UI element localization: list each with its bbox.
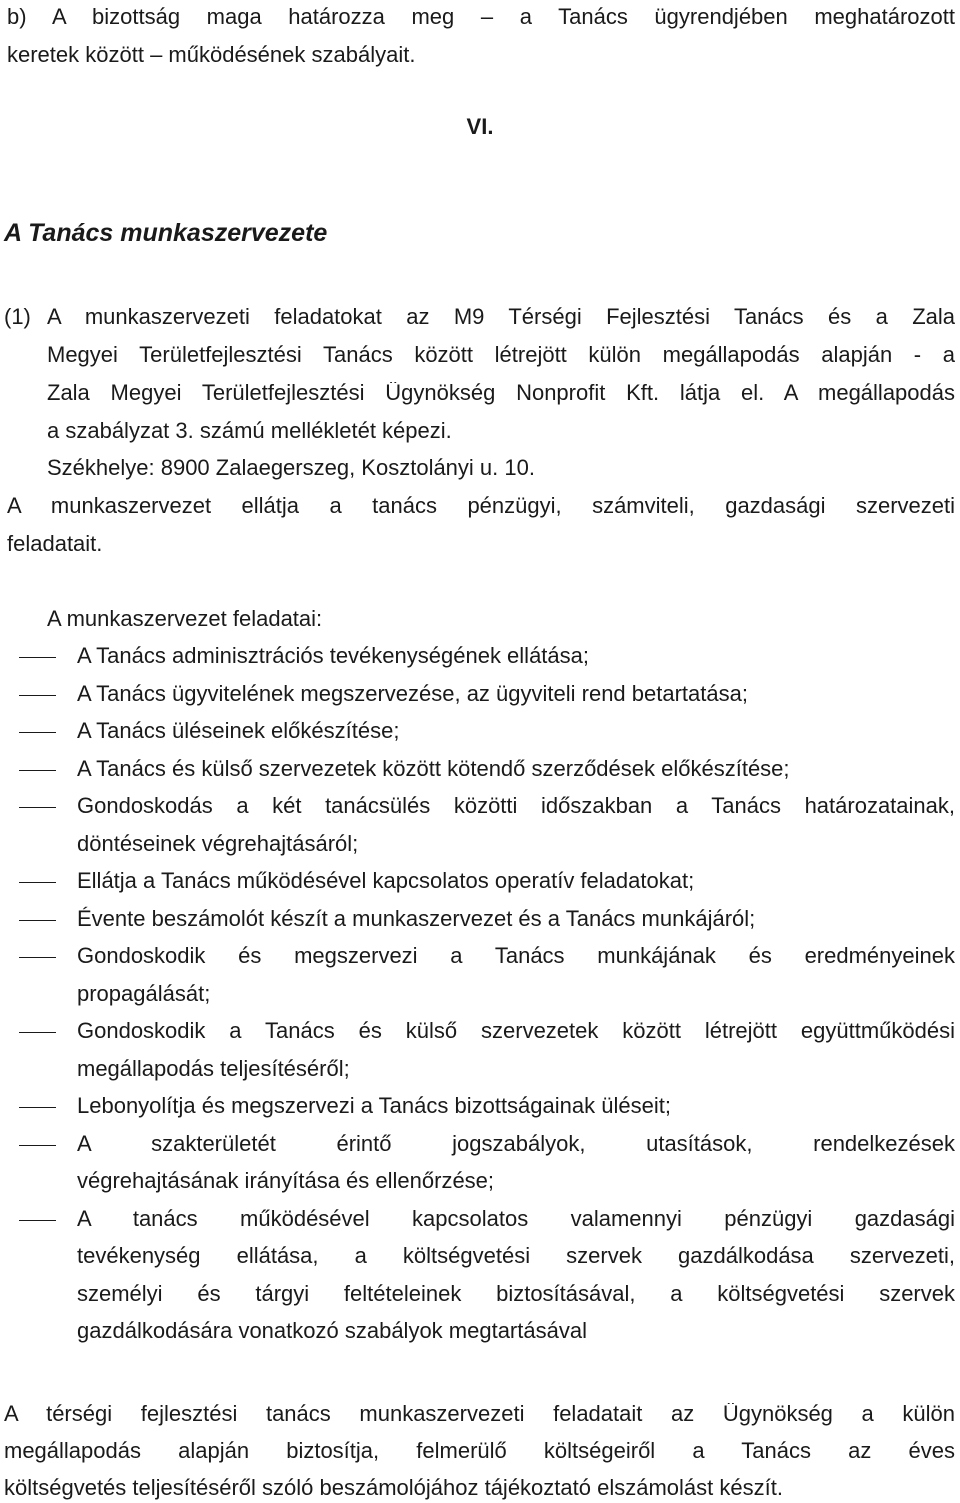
list-dash <box>19 1145 56 1146</box>
list-item: A Tanács ügyvitelének megszervezése, az ügyviteli rend betartatása; <box>77 681 748 706</box>
chapter-number: VI. <box>466 114 494 139</box>
paragraph-1-line-6: A munkaszervezet ellátja a tanács pénzügyi, számviteli, gazdasági szervezeti <box>7 495 955 518</box>
list-item: A Tanács adminisztrációs tevékenységének ellátása; <box>77 643 589 668</box>
list-dash <box>19 732 56 733</box>
chapter-title: A Tanács munkaszervezete <box>4 219 328 247</box>
list-item-continuation: propagálását; <box>77 981 211 1006</box>
list-item-continuation: tevékenység ellátása, a költségvetési szervek gazdálkodása szervezeti, <box>77 1245 955 1268</box>
paragraph-number: (1) <box>4 304 31 329</box>
list-item: A tanács működésével kapcsolatos valamennyi pénzügyi gazdasági <box>77 1208 955 1231</box>
closing-line-3: költségvetés teljesítéséről szóló beszámolójához tájékoztató elszámolást készít. <box>4 1475 783 1500</box>
list-item-continuation: döntéseinek végrehajtásáról; <box>77 831 359 856</box>
list-item-continuation: végrehajtásának irányítása és ellenőrzése; <box>77 1168 495 1193</box>
list-item: A szakterületét érintő jogszabályok, utasítások, rendelkezések <box>77 1133 955 1156</box>
paragraph-1-line-3: Zala Megyei Területfejlesztési Ügynökség Nonprofit Kft. látja el. A megállapodás <box>47 382 955 405</box>
list-dash <box>19 657 56 658</box>
list-item-continuation: gazdálkodására vonatkozó szabályok megtartásával <box>77 1318 587 1343</box>
list-dash <box>19 920 56 921</box>
list-item: Gondoskodik és megszervezi a Tanács munkájának és eredményeinek <box>77 945 955 968</box>
list-dash <box>19 1220 56 1221</box>
list-item: Gondoskodás a két tanácsülés közötti időszakban a Tanács határozatainak, <box>77 795 955 818</box>
list-dash <box>19 807 56 808</box>
list-item-continuation: megállapodás teljesítéséről; <box>77 1056 350 1081</box>
paragraph-1-line-1: A munkaszervezeti feladatokat az M9 Térségi Fejlesztési Tanács és a Zala <box>47 306 955 329</box>
paragraph-1-line-5: Székhelye: 8900 Zalaegerszeg, Kosztolányi u. 10. <box>47 455 535 480</box>
list-item: Gondoskodik a Tanács és külső szervezetek között létrejött együttműködési <box>77 1020 955 1043</box>
list-item: Lebonyolítja és megszervezi a Tanács bizottságainak üléseit; <box>77 1093 671 1118</box>
list-dash <box>19 1032 56 1033</box>
tasks-heading: A munkaszervezet feladatai: <box>47 606 323 631</box>
list-dash <box>19 770 56 771</box>
paragraph-1-line-7: feladatait. <box>7 531 103 556</box>
list-item: A Tanács és külső szervezetek között kötendő szerződések előkészítése; <box>77 756 790 781</box>
paragraph-1-line-2: Megyei Területfejlesztési Tanács között létrejött külön megállapodás alapján - a <box>47 344 955 367</box>
list-item: Évente beszámolót készít a munkaszervezet és a Tanács munkájáról; <box>77 906 756 931</box>
closing-line-2: megállapodás alapján biztosítja, felmerülő költségeiről a Tanács az éves <box>4 1440 955 1463</box>
list-dash <box>19 957 56 958</box>
list-dash <box>19 695 56 696</box>
closing-line-1: A térségi fejlesztési tanács munkaszervezeti feladatait az Ügynökség a külön <box>4 1403 955 1426</box>
list-item: A Tanács üléseinek előkészítése; <box>77 718 400 743</box>
list-dash <box>19 1107 56 1108</box>
section-b-line-1: b) A bizottság maga határozza meg – a Tanács ügyrendjében meghatározott <box>7 6 955 29</box>
list-item: Ellátja a Tanács működésével kapcsolatos operatív feladatokat; <box>77 868 695 893</box>
section-b-line-2: keretek között – működésének szabályait. <box>7 42 416 67</box>
list-item-continuation: személyi és tárgyi feltételeinek biztosításával, a költségvetési szervek <box>77 1283 955 1306</box>
list-dash <box>19 882 56 883</box>
paragraph-1-line-4: a szabályzat 3. számú mellékletét képezi. <box>47 418 452 443</box>
